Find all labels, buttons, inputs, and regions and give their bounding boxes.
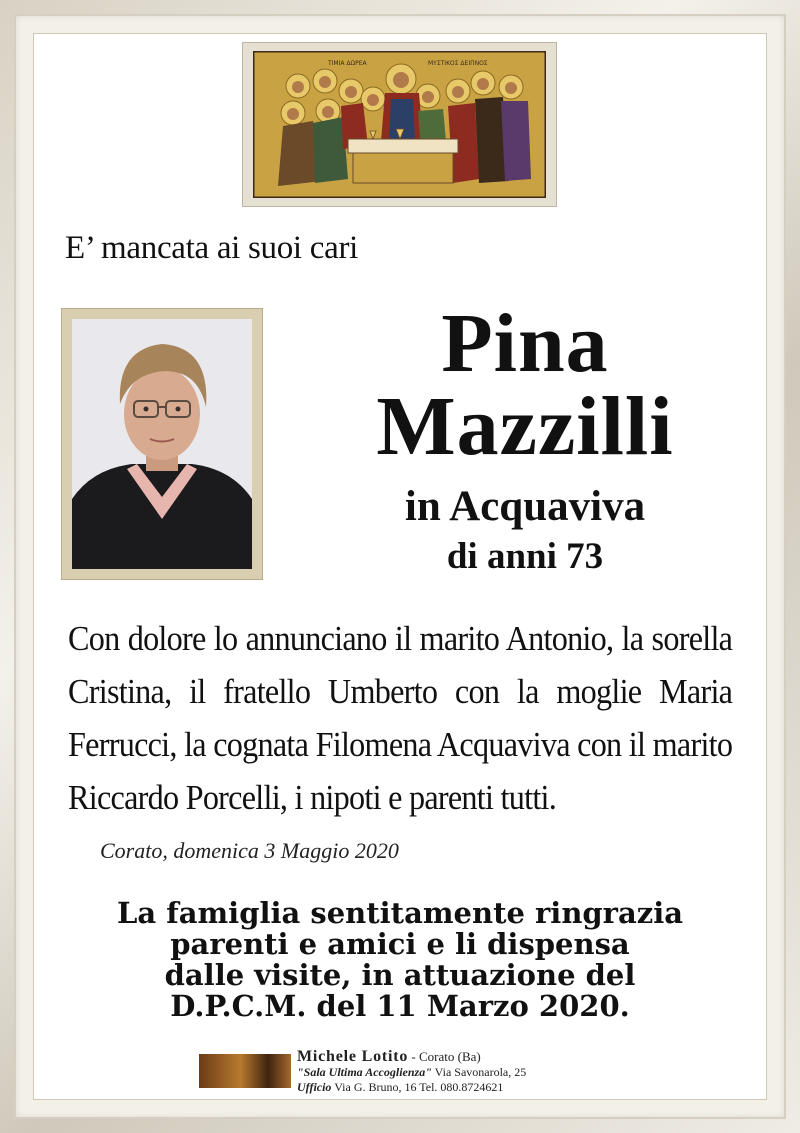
funeral-home-info	[297, 1049, 637, 1095]
icon-frame	[243, 43, 556, 206]
hall-name: "Sala Ultima Accoglienza"	[297, 1065, 432, 1079]
thanks-line-3: dalle visite, in attuazione del	[164, 958, 636, 992]
thanks-line-1: La famiglia sentitamente ringrazia	[116, 896, 684, 930]
funeral-home-logo	[199, 1054, 291, 1088]
thanks-line-4: D.P.C.M. del 11 Marzo 2020.	[170, 989, 630, 1023]
icon-inscription-left: ΤΙΜΙΑ ΔΩΡΕΑ	[328, 60, 367, 67]
deceased-last-name: Mazzilli	[376, 380, 674, 473]
portrait-photo	[72, 319, 252, 569]
intro-text: E’ mancata ai suoi cari	[65, 230, 359, 266]
thanks-line-2: parenti e amici e li dispensa	[170, 927, 630, 961]
company-town: - Corato (Ba)	[408, 1049, 481, 1064]
thanks-block	[70, 898, 730, 1022]
icon-inscription-right: ΜΥΣΤΙΚΟΣ ΔΕΙΠΝΟΣ	[428, 60, 488, 67]
company-name: Michele Lotito	[297, 1048, 409, 1065]
deceased-first-name: Pina	[441, 297, 609, 390]
hall-address: Via Savonarola, 25	[431, 1065, 527, 1079]
place-date: Corato, domenica 3 Maggio 2020	[100, 838, 399, 863]
deceased-age: di anni 73	[446, 536, 604, 577]
announcement-text: Con dolore lo annunciano il marito Antonio, la sorella Cristina, il fratello Umberto con la moglie Maria Ferrucci, la cognata Filomena Acquaviva con il marito Riccardo Porcelli, i nipoti e parenti tutti.	[68, 619, 733, 817]
photo-frame	[62, 309, 262, 579]
deceased-married-name: in Acquaviva	[404, 483, 646, 530]
office-address: Via G. Bruno, 16 Tel. 080.8724621	[331, 1080, 504, 1094]
office-label: Ufficio	[297, 1080, 332, 1094]
last-supper-icon	[253, 51, 546, 198]
